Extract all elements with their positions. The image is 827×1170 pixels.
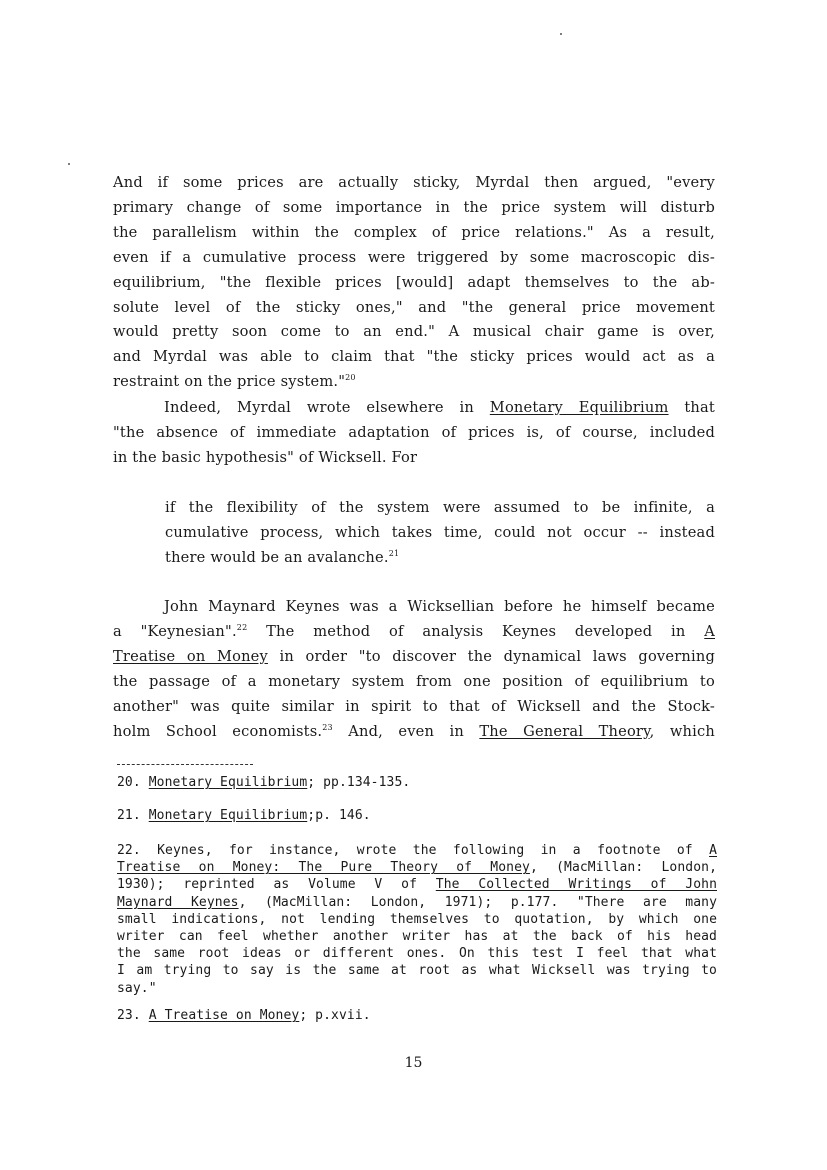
text-line [113,396,715,421]
text-line: if the flexibility of the system were assumed to be infinite, a [165,499,715,516]
text-line: even if a cumulative process were triggered by some macroscopic dis- [113,248,715,266]
text-line [117,842,717,859]
book-title: A Treatise on Money [148,1008,300,1023]
text-line [113,620,715,645]
text-line: solute level of the sticky ones," and "the general price movement [113,298,715,316]
footnote-text: , (MacMillan: London, [529,860,717,876]
text-line: the passage of a monetary system from one position of equilibrium to [113,672,715,690]
book-title: Treatise on Money [113,647,268,665]
text-line: cumulative process, which takes time, could not occur -- instead [165,524,715,541]
scan-speck [68,163,70,165]
footnote-ref-20: 20 [345,373,356,383]
footnote-20 [117,774,717,791]
paragraph-3 [113,595,715,744]
footnote-text: ;p. 146. [307,808,371,823]
text-line: the parallelism within the complex of price relations." As a result, [113,223,715,241]
footnote-ref-23: 23 [322,722,333,732]
text-line: say." [117,980,157,996]
footnote-text: ; pp.134-135. [307,775,411,790]
text-line: another" was quite similar in spirit to that of Wicksell and the Stock- [113,697,715,715]
footnote-22 [117,842,717,997]
text-line [113,720,715,745]
book-title: A [709,843,717,858]
text-line [117,894,717,911]
footnote-text: 1930); reprinted as Volume V of [117,877,436,893]
footnote-text: 22. Keynes, for instance, wrote the following in a footnote of [117,843,710,858]
footnote-divider [117,764,253,765]
footnote-number: 21. [117,808,149,823]
text-line [117,859,717,876]
text-line: in the basic hypothesis" of Wicksell. For [113,448,418,466]
footnote-number: 20. [117,775,149,790]
text-line: and Myrdal was able to claim that "the sticky prices would act as a [113,348,715,366]
footnote-number: 23. [117,1008,149,1023]
book-title: The General Theory [479,722,650,740]
line-text: Indeed, Myrdal wrote elsewhere in [164,399,490,416]
text-line: equilibrium, "the flexible prices [would] adapt themselves to the ab- [113,273,715,291]
book-title: Monetary Equilibrium [148,775,308,790]
line-text: holm School economists. [113,722,323,740]
text-line: primary change of some importance in the price system will disturb [113,198,715,216]
paragraph-1 [113,171,715,395]
footnote-23 [117,1007,717,1024]
text-line: "the absence of immediate adaptation of prices is, of course, included [113,423,715,441]
text-line: writer can feel whether another writer has at the back of his head [117,929,717,945]
text-line: I am trying to say is the same at root as what Wicksell was trying to [117,963,717,979]
footnote-ref-21: 21 [388,549,400,558]
book-title: Treatise on Money: The Pure Theory of Money [117,860,530,876]
paragraph-2 [113,396,715,471]
footnote-ref-22: 22 [236,622,248,632]
line-text: And, even in [332,722,480,740]
line-text: The method of analysis Keynes developed in [247,622,705,640]
block-quote [165,495,715,570]
line-text: , which [649,722,715,740]
text-line: John Maynard Keynes was a Wicksellian before he himself became [164,598,715,615]
text-line: the same root ideas or different ones. On this test I feel that what [117,946,717,962]
text-line [113,645,715,670]
line-text: there would be an avalanche. [165,549,389,566]
book-title: Maynard Keynes [117,894,239,910]
text-line: small indications, not lending themselves to quotation, by which one [117,911,717,927]
book-title: A [704,622,715,640]
line-text: that [668,399,715,416]
book-title: Monetary Equilibrium [489,399,669,416]
text-line: would pretty soon come to an end." A musical chair game is over, [113,323,715,341]
page-number: 15 [404,1055,423,1071]
text-line: And if some prices are actually sticky, Myrdal then argued, "every [113,174,715,191]
footnote-text: ; p.xvii. [299,1008,371,1023]
book-title: The Collected Writings of John [435,877,717,893]
book-title: Monetary Equilibrium [148,808,308,823]
line-text: restraint on the price system." [113,373,346,391]
footnote-21 [117,807,717,824]
line-text: in order "to discover the dynamical laws governing [267,647,715,665]
text-line [165,545,715,570]
text-line [117,876,717,893]
text-line [113,370,715,395]
line-text: a "Keynesian". [113,622,237,640]
scan-speck [560,33,562,35]
footnote-text: , (MacMillan: London, 1971); p.177. "There are many [238,894,717,910]
